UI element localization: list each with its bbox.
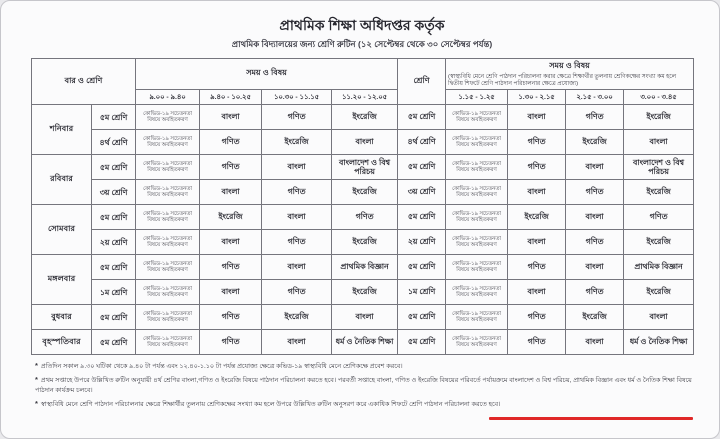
subject-cell: ধর্ম ও নৈতিক শিক্ষা bbox=[624, 330, 694, 355]
covid-awareness-cell: কোভিড-১৯ সচেতনতা বিষয়ে অবহিতকরণ bbox=[446, 280, 508, 305]
table-row bbox=[32, 105, 694, 130]
footnote-1-text: প্রতিদিন সকাল ৯.৩০ ঘটিকা থেকে ৯.৪০ টা পর্যন্ত এবং ১২.৪০-১.১০ টা পর্যন্ত প্রযোজ্য ক্ষেত্রে কভিড-১৯ স্বাস্থ্যবিধি মেনে শ্রেণিকক্ষে প্রবেশ করবে। bbox=[40, 363, 403, 371]
header-time-subject-right-title: সময় ও বিষয় bbox=[549, 60, 590, 70]
subject-cell: গণিত bbox=[624, 205, 694, 230]
header-time-subject-right bbox=[446, 58, 694, 90]
time-slot: ২.১৫ - ৩.০০ bbox=[566, 90, 624, 105]
class-mid-cell: ৫ম শ্রেণি bbox=[398, 205, 446, 230]
table-row bbox=[32, 130, 694, 155]
class-cell: ৫ম শ্রেণি bbox=[92, 255, 136, 280]
table-row bbox=[32, 205, 694, 230]
subject-cell: গণিত bbox=[332, 205, 398, 230]
table-row bbox=[32, 305, 694, 330]
class-cell: ৫ম শ্রেণি bbox=[92, 105, 136, 130]
class-cell: ৫ম শ্রেণি bbox=[92, 330, 136, 355]
class-mid-cell: ৫ম শ্রেণি bbox=[398, 305, 446, 330]
header-class-col: শ্রেণি bbox=[398, 58, 446, 105]
covid-awareness-cell: কোভিড-১৯ সচেতনতা বিষয়ে অবহিতকরণ bbox=[136, 280, 200, 305]
subject-cell: ইংরেজি bbox=[200, 205, 262, 230]
subject-cell: ইংরেজি bbox=[332, 230, 398, 255]
covid-awareness-cell: কোভিড-১৯ সচেতনতা বিষয়ে অবহিতকরণ bbox=[136, 130, 200, 155]
subject-cell: ইংরেজি bbox=[508, 205, 566, 230]
covid-awareness-cell: কোভিড-১৯ সচেতনতা বিষয়ে অবহিতকরণ bbox=[136, 255, 200, 280]
subject-cell: ইংরেজি bbox=[624, 280, 694, 305]
time-slot: ১.১৫ - ১.২৫ bbox=[446, 90, 508, 105]
subject-cell: গণিত bbox=[566, 180, 624, 205]
subject-cell: বাংলা bbox=[566, 205, 624, 230]
covid-awareness-cell: কোভিড-১৯ সচেতনতা বিষয়ে অবহিতকরণ bbox=[446, 230, 508, 255]
header-second-shift-note: (স্বাস্থ্যবিধি মেনে শ্রেণি পাঠদান পরিচালনা করার ক্ষেত্রে শিক্ষার্থীর তুলনায় শ্রেণিকক্ষের সংখ্যা কম হলে দ্বিতীয় শিফটে শ্রেণি পাঠদান পরিচালনার ক্ষেত্রে প্রযোজ্য) bbox=[448, 73, 676, 87]
day-cell: মঙ্গলবার bbox=[32, 255, 92, 305]
subject-cell: ইংরেজি bbox=[566, 305, 624, 330]
table-row bbox=[32, 280, 694, 305]
document-body bbox=[31, 9, 693, 412]
footnote-2 bbox=[35, 374, 693, 396]
class-routine-table bbox=[31, 58, 694, 356]
subject-cell: বাংলাদেশ ও বিশ্ব পরিচয় bbox=[624, 155, 694, 180]
subject-cell: বাংলা bbox=[566, 255, 624, 280]
footnote-3-text: স্বাস্থ্যবিধি মেনে শ্রেণি পাঠদান পরিচালনার ক্ষেত্রে শিক্ষার্থীর তুলনায় শ্রেণিকক্ষের সংখ্যা কম হলে উপরে উল্লিখিত রুটিন অনুসরণ করে একাধিক শিফটে শ্রেণি পাঠদান পরিচালনা করতে হবে। bbox=[40, 401, 501, 409]
covid-awareness-cell: কোভিড-১৯ সচেতনতা বিষয়ে অবহিতকরণ bbox=[446, 255, 508, 280]
routine-tbody bbox=[32, 105, 694, 355]
table-row bbox=[32, 330, 694, 355]
class-cell: ৩য় শ্রেণি bbox=[92, 180, 136, 205]
subject-cell: বাংলাদেশ ও বিশ্ব পরিচয় bbox=[332, 155, 398, 180]
subject-cell: ইংরেজি bbox=[262, 130, 332, 155]
footnote-3 bbox=[35, 398, 693, 410]
class-mid-cell: ৩য় শ্রেণি bbox=[398, 180, 446, 205]
covid-awareness-cell: কোভিড-১৯ সচেতনতা বিষয়ে অবহিতকরণ bbox=[136, 230, 200, 255]
table-row bbox=[32, 155, 694, 180]
covid-awareness-cell: কোভিড-১৯ সচেতনতা বিষয়ে অবহিতকরণ bbox=[136, 155, 200, 180]
covid-awareness-cell: কোভিড-১৯ সচেতনতা বিষয়ে অবহিতকরণ bbox=[446, 305, 508, 330]
header-time-subject-left: সময় ও বিষয় bbox=[136, 58, 398, 90]
header-day-class: বার ও শ্রেণি bbox=[32, 58, 136, 105]
covid-awareness-cell: কোভিড-১৯ সচেতনতা বিষয়ে অবহিতকরণ bbox=[136, 330, 200, 355]
subject-cell: গণিত bbox=[200, 255, 262, 280]
subject-cell: ইংরেজি bbox=[262, 305, 332, 330]
table-row bbox=[32, 255, 694, 280]
subject-cell: বাংলা bbox=[624, 305, 694, 330]
covid-awareness-cell: কোভিড-১৯ সচেতনতা বিষয়ে অবহিতকরণ bbox=[446, 105, 508, 130]
subject-cell: বাংলা bbox=[508, 280, 566, 305]
subject-cell: গণিত bbox=[262, 105, 332, 130]
subject-cell: গণিত bbox=[200, 155, 262, 180]
subject-cell: গণিত bbox=[262, 280, 332, 305]
subject-cell: ইংরেজি bbox=[332, 180, 398, 205]
table-row bbox=[32, 230, 694, 255]
subject-cell: ইংরেজি bbox=[332, 105, 398, 130]
covid-awareness-cell: কোভিড-১৯ সচেতনতা বিষয়ে অবহিতকরণ bbox=[446, 205, 508, 230]
class-mid-cell: ৫ম শ্রেণি bbox=[398, 330, 446, 355]
page-title: প্রাথমিক শিক্ষা অধিদপ্তর কর্তৃক bbox=[279, 17, 445, 33]
subject-cell: গণিত bbox=[200, 130, 262, 155]
subject-cell: বাংলা bbox=[262, 155, 332, 180]
asterisk-icon: * bbox=[35, 361, 38, 371]
subject-cell: বাংলা bbox=[624, 130, 694, 155]
subject-cell: ইংরেজি bbox=[624, 230, 694, 255]
covid-awareness-cell: কোভিড-১৯ সচেতনতা বিষয়ে অবহিতকরণ bbox=[446, 130, 508, 155]
page-subtitle: প্রাথমিক বিদ্যালয়ের জন্য শ্রেণি রুটিন (১২ সেপ্টেম্বর থেকে ৩০ সেপ্টেম্বর পর্যন্ত) bbox=[231, 38, 493, 49]
subject-cell: গণিত bbox=[508, 330, 566, 355]
subject-cell: বাংলা bbox=[566, 155, 624, 180]
covid-awareness-cell: কোভিড-১৯ সচেতনতা বিষয়ে অবহিতকরণ bbox=[136, 205, 200, 230]
class-cell: ৫ম শ্রেণি bbox=[92, 205, 136, 230]
subject-cell: গণিত bbox=[508, 305, 566, 330]
covid-awareness-cell: কোভিড-১৯ সচেতনতা বিষয়ে অবহিতকরণ bbox=[446, 330, 508, 355]
time-slot: ১০.৩০ - ১১.১৫ bbox=[262, 90, 332, 105]
subject-cell: ইংরেজি bbox=[332, 280, 398, 305]
subject-cell: গণিত bbox=[200, 305, 262, 330]
subject-cell: বাংলা bbox=[508, 230, 566, 255]
subject-cell: গণিত bbox=[566, 105, 624, 130]
asterisk-icon: * bbox=[35, 375, 38, 385]
footnote-2-text: প্রথম সপ্তাহে উপরে উল্লিখিত রুটিন অনুযায়ী ৪র্থ শ্রেণির বাংলা,গণিত ও ইংরেজি বিষয়ে পাঠদান পরিচালনা করতে হবে। পরবর্তী সপ্তাহে বাংলা, গণিত ও ইংরেজি বিষয়ের পরিবর্তে পর্যায়ক্রমে বাংলাদেশ ও বিশ্ব পরিচয়, প্রাথমিক বিজ্ঞান এবং ধর্ম ও নৈতিক শিক্ষা বিষয়ে পাঠদান কার্যক্রম চলবে। bbox=[35, 377, 692, 395]
covid-awareness-cell: কোভিড-১৯ সচেতনতা বিষয়ে অবহিতকরণ bbox=[136, 305, 200, 330]
class-mid-cell: ৫ম শ্রেণি bbox=[398, 255, 446, 280]
footnote-1 bbox=[35, 360, 693, 372]
subject-cell: গণিত bbox=[566, 230, 624, 255]
covid-awareness-cell: কোভিড-১৯ সচেতনতা বিষয়ে অবহিতকরণ bbox=[136, 105, 200, 130]
subject-cell: গণিত bbox=[508, 255, 566, 280]
time-slot: ৩.০০ - ৩.৪৫ bbox=[624, 90, 694, 105]
covid-awareness-cell: কোভিড-১৯ সচেতনতা বিষয়ে অবহিতকরণ bbox=[446, 180, 508, 205]
subject-cell: গণিত bbox=[566, 280, 624, 305]
subject-cell: বাংলা bbox=[508, 180, 566, 205]
subject-cell: গণিত bbox=[262, 180, 332, 205]
class-cell: ৫ম শ্রেণি bbox=[92, 155, 136, 180]
class-cell: ২য় শ্রেণি bbox=[92, 230, 136, 255]
subject-cell: বাংলা bbox=[200, 280, 262, 305]
covid-awareness-cell: কোভিড-১৯ সচেতনতা বিষয়ে অবহিতকরণ bbox=[446, 155, 508, 180]
day-cell: সোমবার bbox=[32, 205, 92, 255]
subject-cell: প্রাথমিক বিজ্ঞান bbox=[332, 255, 398, 280]
class-mid-cell: ১ম শ্রেণি bbox=[398, 280, 446, 305]
subject-cell: ইংরেজি bbox=[624, 105, 694, 130]
subject-cell: বাংলা bbox=[200, 180, 262, 205]
day-cell: রবিবার bbox=[32, 155, 92, 205]
subject-cell: বাংলা bbox=[262, 330, 332, 355]
subject-cell: গণিত bbox=[262, 230, 332, 255]
red-underline-mark bbox=[489, 417, 693, 420]
time-slot: ১.৩০ - ২.১৫ bbox=[508, 90, 566, 105]
subject-cell: ধর্ম ও নৈতিক শিক্ষা bbox=[332, 330, 398, 355]
time-slot: ১১.২০ - ১২.০৫ bbox=[332, 90, 398, 105]
subject-cell: বাংলা bbox=[200, 230, 262, 255]
class-cell: ৪র্থ শ্রেণি bbox=[92, 130, 136, 155]
subject-cell: গণিত bbox=[508, 130, 566, 155]
time-slot: ৯.০০ - ৯.৪০ bbox=[136, 90, 200, 105]
class-cell: ১ম শ্রেণি bbox=[92, 280, 136, 305]
subject-cell: বাংলা bbox=[200, 105, 262, 130]
class-cell: ৫ম শ্রেণি bbox=[92, 305, 136, 330]
subject-cell: বাংলা bbox=[262, 255, 332, 280]
class-mid-cell: ৫ম শ্রেণি bbox=[398, 105, 446, 130]
subject-cell: গণিত bbox=[508, 155, 566, 180]
covid-awareness-cell: কোভিড-১৯ সচেতনতা বিষয়ে অবহিতকরণ bbox=[136, 180, 200, 205]
table-header bbox=[32, 58, 694, 105]
subject-cell: বাংলা bbox=[332, 130, 398, 155]
subject-cell: বাংলা bbox=[566, 330, 624, 355]
subject-cell: ইংরেজি bbox=[566, 130, 624, 155]
table-row bbox=[32, 180, 694, 205]
class-mid-cell: ৫ম শ্রেণি bbox=[398, 155, 446, 180]
subject-cell: গণিত bbox=[200, 330, 262, 355]
subject-cell: বাংলা bbox=[508, 105, 566, 130]
asterisk-icon: * bbox=[35, 399, 38, 409]
class-mid-cell: ২য় শ্রেণি bbox=[398, 230, 446, 255]
subject-cell: বাংলা bbox=[332, 305, 398, 330]
day-cell: শনিবার bbox=[32, 105, 92, 155]
day-cell: বৃহস্পতিবার bbox=[32, 330, 92, 355]
day-cell: বুধবার bbox=[32, 305, 92, 330]
time-slot: ৯.৪০ - ১০.২৫ bbox=[200, 90, 262, 105]
subject-cell: ইংরেজি bbox=[624, 180, 694, 205]
class-mid-cell: ৪র্থ শ্রেণি bbox=[398, 130, 446, 155]
subject-cell: প্রাথমিক বিজ্ঞান bbox=[624, 255, 694, 280]
subject-cell: বাংলা bbox=[262, 205, 332, 230]
footnotes bbox=[31, 360, 693, 410]
